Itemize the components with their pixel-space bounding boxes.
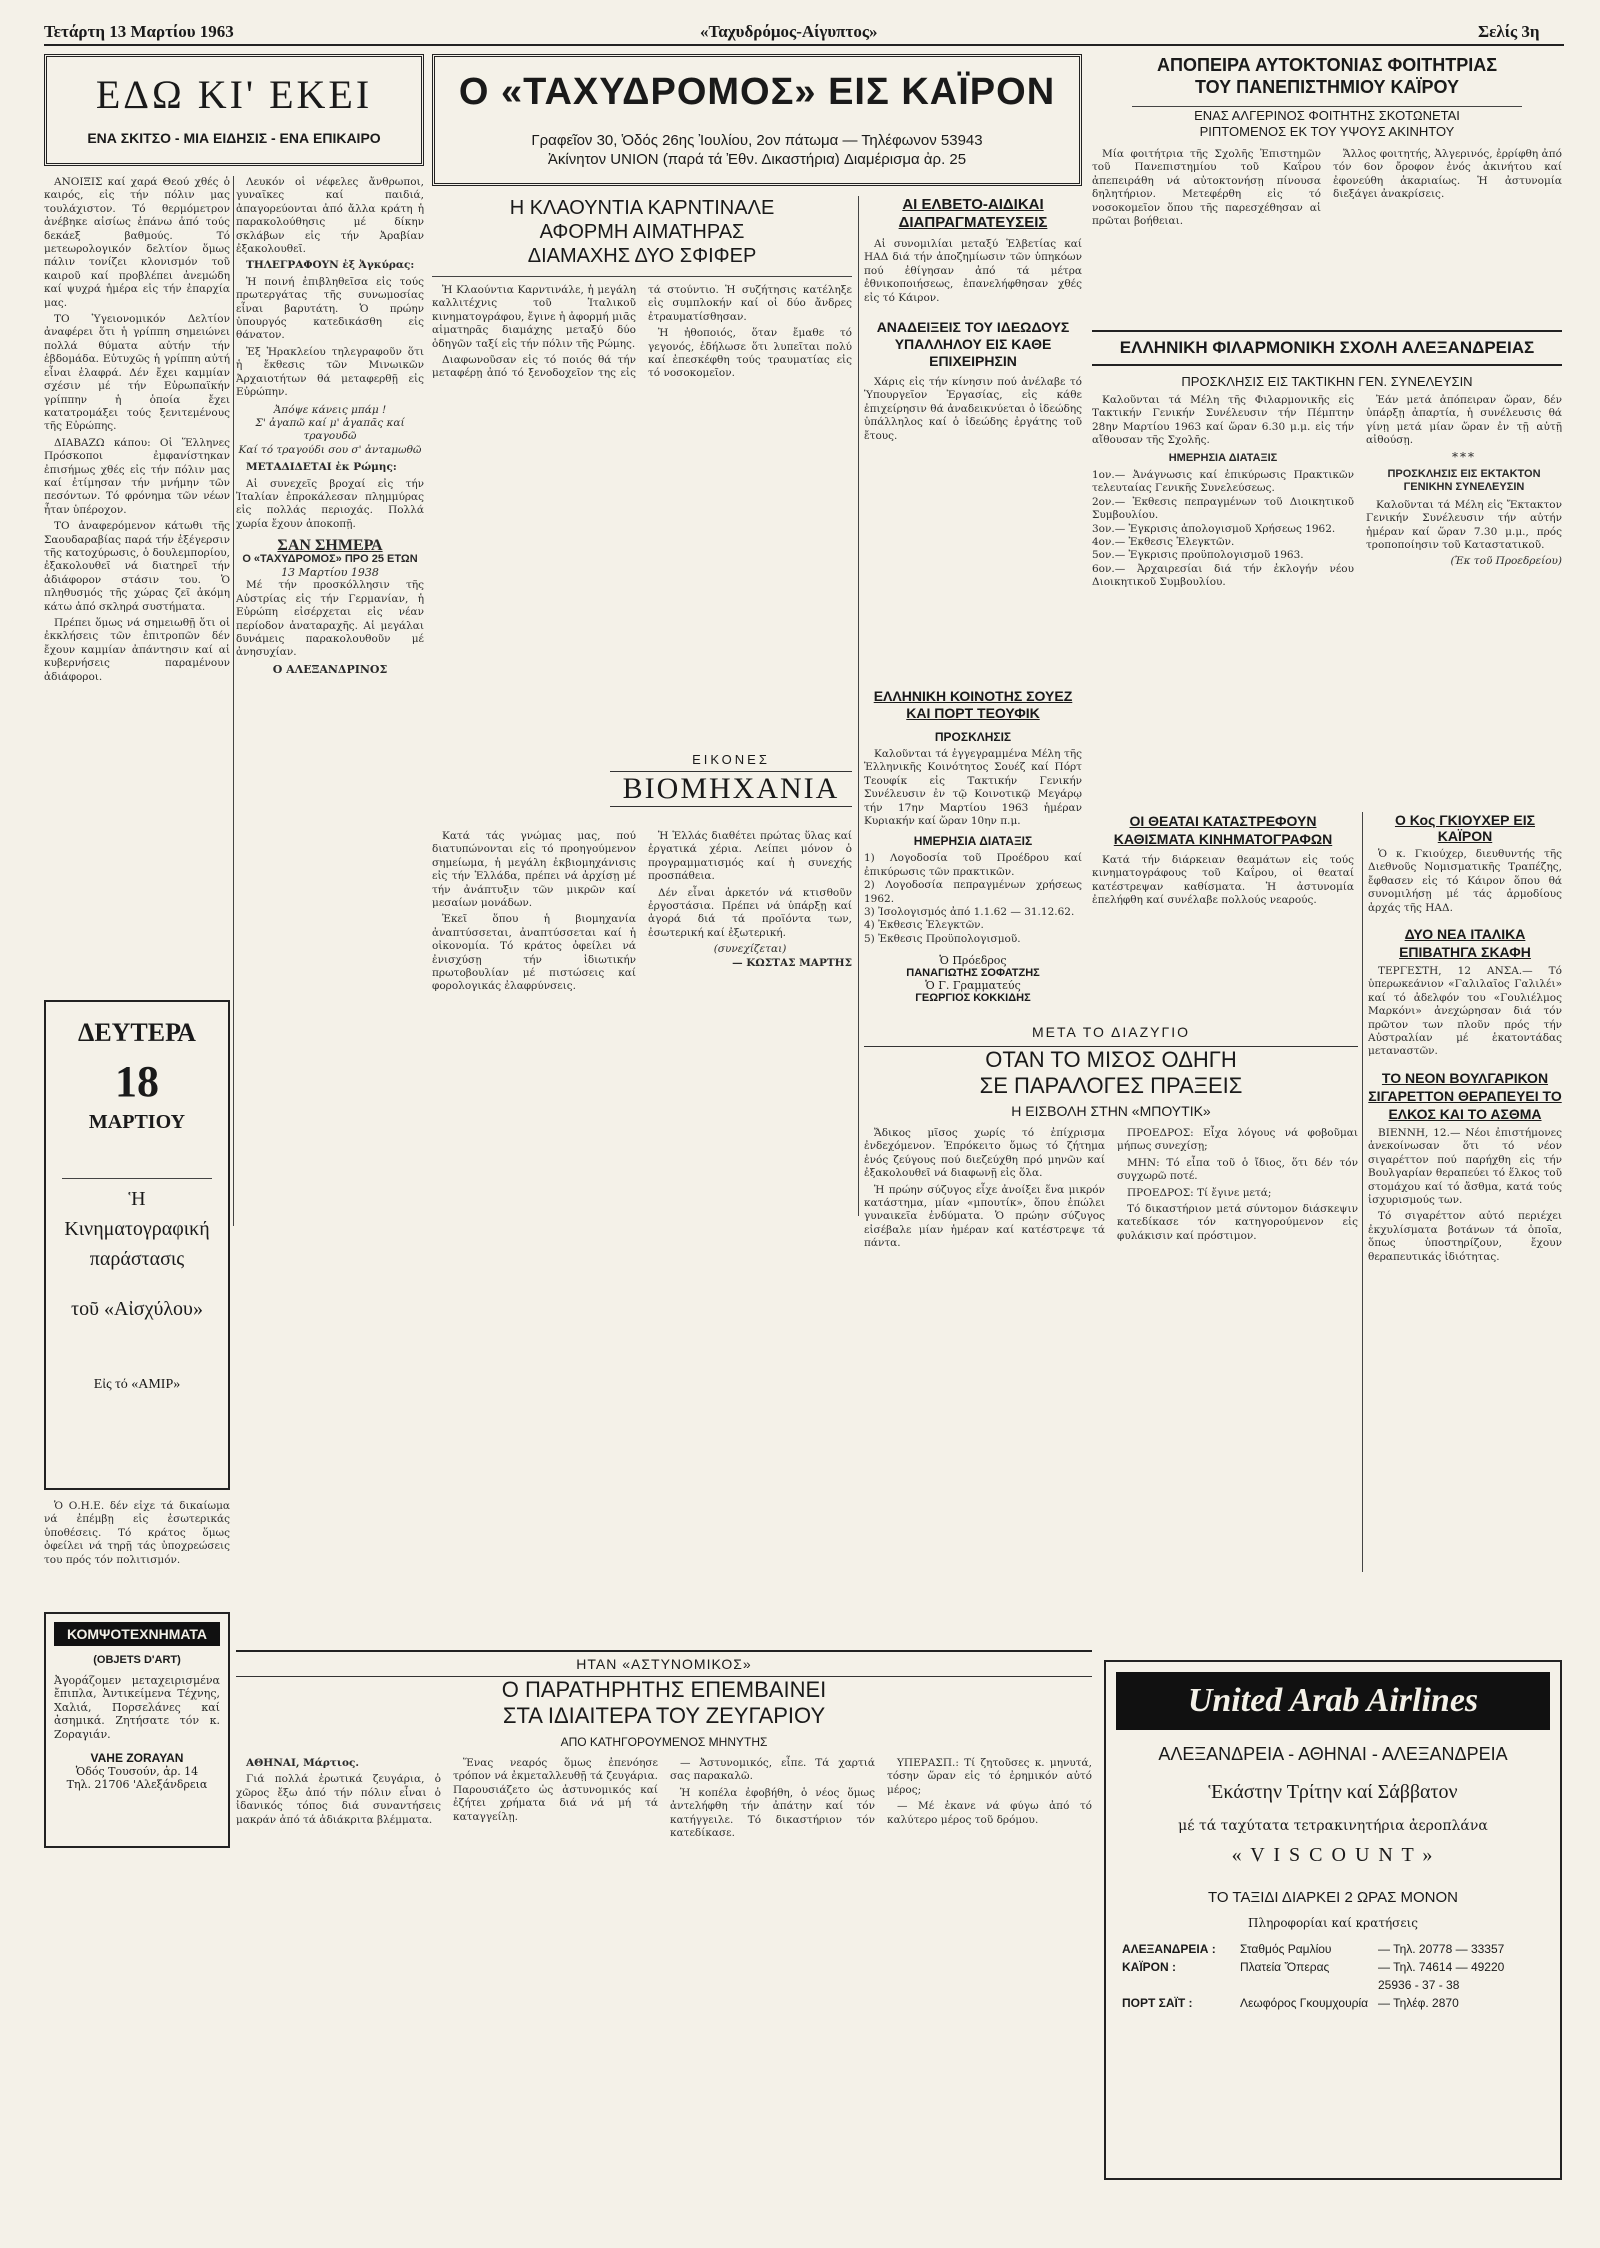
paratiritis-paragraph: Ἕνας νεαρός ὅμως ἐπενόησε τρόπον νά ἐκμεταλλευθῇ τά ζευγάρια. Παρουσιάζετο ὡς ἀστυνομικός καί ἐζήτει χρήματα διά νά μή τά καταγγείλῃ. <box>453 1757 658 1823</box>
klaudia-body <box>432 284 852 382</box>
simera-subtitle: Ο «ΤΑΧΥΔΡΟΜΟΣ» ΠΡΟ 25 ΕΤΩΝ <box>242 552 418 565</box>
eikones-label: ΕΙΚΟΝΕΣ <box>692 752 770 767</box>
filarmoniki-notice <box>1092 330 1562 800</box>
uaa-contact-row <box>1122 1940 1544 1958</box>
deftera-month: ΜΑΡΤΙΟΥ <box>88 1111 186 1133</box>
paratiritis-subtitle: ΑΠΟ ΚΑΤΗΓΟΡΟΥΜΕΝΟΣ ΜΗΝΥΤΗΣ <box>560 1735 768 1749</box>
filarmoniki-right-heading: ΠΡΟΣΚΛΗΣΙΣ ΕΙΣ ΕΚΤΑΚΤΟΝ ΓΕΝΙΚΗΝ ΣΥΝΕΛΕΥΣΙΝ <box>1387 468 1541 494</box>
edo-title-box <box>44 54 424 166</box>
filarmoniki-stars: *** <box>1452 449 1476 464</box>
diazygio-article <box>864 1024 1358 1644</box>
taxydromos-line1: Γραφεῖον 30, Ὁδός 26ης Ἰουλίου, 2ον πάτωμα — Τηλέφωνον 53943 <box>531 132 983 149</box>
uaa-brand: United Arab Airlines <box>1187 1682 1479 1719</box>
eikones-paragraph: Ἐκεῖ ὅπου ἡ βιομηχανία ἀναπτύσσεται, ἀναπτύσσεται καί ἡ οἰκονομία. Τό κράτος ὀφείλει νά ἐνισχύσῃ τήν ἰδιωτικήν πρωτοβουλίαν μέ πιστώσεις καί φορολογικάς ἐλαφρύνσεις. <box>432 913 636 993</box>
souez-body <box>864 748 1082 828</box>
theatai-paragraph: Κατά τήν διάρκειαν θεαμάτων εἰς τούς κινηματογράφους τοῦ Καΐρου, οἱ θεαταί κατέστρεψαν καθίσματα. Ἡ ἀστυνομία ἐπελήφθη καί συνέλαβε πολλούς νεαρούς. <box>1092 854 1354 907</box>
paratiritis-title <box>236 1676 1092 1729</box>
souez-secretary-name: ΓΕΩΡΓΙΟΣ ΚΟΚΚΙΔΗΣ <box>915 992 1031 1005</box>
uaa-brand-bar <box>1116 1672 1550 1730</box>
diazygio-paragraph: Ἄδικος μῖσος χωρίς τό ἐπίχρισμα ἐνδεχόμενον. Ἐπρόκειτο ὅμως τό ζήτημα ἑνός ζεύγους πού διεζεύχθη πρό μηνῶν καί ἐξακολουθεῖ νά διαφωνῇ εἰς ὅλα. <box>864 1127 1105 1180</box>
diazygio-paragraph: Τό δικαστήριον μετά σύντομον διάσκεψιν κατεδίκασε τόν κατηγορούμενον εἰς φυλάκισιν καί πρόστιμον. <box>1117 1203 1358 1242</box>
gkiouher-body <box>1368 848 1562 915</box>
kompo-address: Ὁδός Τουσούν, ἀρ. 14 <box>75 1765 199 1779</box>
right-news-column <box>1368 812 1562 1572</box>
filarmoniki-agenda-title: ΗΜΕΡΗΣΙΑ ΔΙΑΤΑΞΙΣ <box>1168 451 1278 464</box>
edo-title: ΕΔΩ ΚΙ' ΕΚΕΙ <box>95 72 373 117</box>
kompo-subtitle: (OBJETS D'ART) <box>93 1654 181 1666</box>
diazygio-paragraph: Ἡ πρώην σύζυγος εἶχε ἀνοίξει ἕνα μικρόν κατάστημα, μίαν «μπουτίκ», ὅπου ἐπώλει γυναικεῖα ἐνδύματα. Ὁ πρώην σύζυγος εἰσέβαλε μίαν ἡμέραν καί κατέστρεψε τά πάντα. <box>864 1183 1105 1250</box>
apopeira-subtitle-line: ΡΙΠΤΟΜΕΝΟΣ ΕΚ ΤΟΥ ΥΨΟΥΣ ΑΚΙΝΗΤΟΥ <box>1199 124 1455 139</box>
apopeira-article <box>1092 54 1562 324</box>
uaa-contact-row <box>1122 1994 1544 2012</box>
kompo-title: ΚΟΜΨΟΤΕΧΝΗΜΑΤΑ <box>54 1622 220 1646</box>
misc-telegram-body: Ἡ ποινή ἐπιβληθεῖσα εἰς τούς πρωτεργάτας τῆς συνωμοσίας εἶναι βαρυτάτη. Ὁ πρώην ὑπουργός κατεδικάσθη εἰς θάνατον. <box>236 275 424 342</box>
souez-title: ΕΛΛΗΝΙΚΗ ΚΟΙΝΟΤΗΣ ΣΟΥΕΖ ΚΑΙ ΠΟΡΤ ΤΕΟΥΦΙΚ <box>873 688 1073 721</box>
misc-column <box>236 176 424 1226</box>
souez-agenda-title: ΗΜΕΡΗΣΙΑ ΔΙΑΤΑΞΙΣ <box>913 834 1033 849</box>
adika-paragraph: Αἱ συνομιλίαι μεταξύ Ἑλβετίας καί ΗΑΔ διά τήν ἀποζημίωσιν τῶν ὑπηκόων πού ἐθίγησαν ἀπό τά μέτρα ἐθνικοποιήσεως, ἐπανελήφθησαν χθές εἰς τό Κάιρον. <box>864 238 1082 304</box>
uaa-phone: — Τηλέφ. 2870 <box>1378 1996 1459 2010</box>
voulgariko-title: ΤΟ ΝΕΟΝ ΒΟΥΛΓΑΡΙΚΟΝ ΣΙΓΑΡΕΤΤΟΝ ΘΕΡΑΠΕΥΕΙ ΤΟ ΕΛΚΟΣ ΚΑΙ ΤΟ ΑΣΘΜΑ <box>1368 1069 1562 1122</box>
taxydromos-title: Ο «ΤΑΧΥΔΡΟΜΟΣ» ΕΙΣ ΚΑΪΡΟΝ <box>458 71 1056 113</box>
klaudia-paragraph: Διαφωνοῦσαν εἰς τό ποιός θά τήν μεταφέρῃ ἀπό τό ξενοδοχεῖον της εἰς τά στούντιο. Ἡ συζήτησις κατέληξε εἰς συμπλοκήν καί οἱ δύο ἄνδρες ἐτραυματίσθησαν. <box>432 284 852 380</box>
filarmoniki-agenda-item: 5ον.— Ἐγκρισις προϋπολογισμοῦ 1963. <box>1092 549 1304 562</box>
souez-secretary-label: Ὁ Γ. Γραμματεύς <box>925 979 1021 993</box>
filarmoniki-agenda-item: 1ον.— Ἀνάγνωσις καί ἐπικύρωσις Πρακτικῶν τελευταίας Γενικῆς Συνελεύσεως. <box>1092 469 1354 495</box>
uaa-ad <box>1104 1660 1562 2180</box>
klaudia-title-line: ΔΙΑΜΑΧΗΣ ΔΥΟ ΣΦΙΦΕΡ <box>527 245 757 267</box>
misc-poem <box>236 404 424 458</box>
deftera-divider <box>62 1178 212 1179</box>
souez-heading: ΠΡΟΣΚΛΗΣΙΣ <box>934 730 1012 744</box>
kompo-phone: Τηλ. 21706 'Αλεξάνδρεια <box>66 1778 208 1792</box>
masthead-date: Τετάρτη 13 Μαρτίου 1963 <box>44 22 234 41</box>
uaa-phone: — Τηλ. 20778 — 33357 <box>1378 1942 1505 1956</box>
filarmoniki-agenda-item: 3ον.— Ἐγκρισις ἀπολογισμοῦ Χρήσεως 1962. <box>1092 522 1336 535</box>
edo-paragraph: ΤΟ ἀναφερόμενον κάτωθι τῆς Σαουδαραβίας παρά τήν ἐξέγερσιν τῆς κατοχύρωσις, ὁ δουλεμπορίου, ἐξακολουθεῖ νά διατηρεῖ τήν ἀδιάφορον στάσιν του. Ὁ πληθυσμός τῆς χώρας ζεῖ ἀκόμη κάτω ἀπό σκληρά συστήματα. <box>44 520 230 613</box>
klaudia-title <box>432 196 852 268</box>
edo-subtitle: ΕΝΑ ΣΚΙΤΣΟ - ΜΙΑ ΕΙΔΗΣΙΣ - ΕΝΑ ΕΠΙΚΑΙΡΟ <box>87 130 381 146</box>
deftera-number: 18 <box>115 1057 159 1106</box>
apopeira-rule <box>1132 106 1522 107</box>
uaa-duration: ΤΟ ΤΑΞΙΔΙ ΔΙΑΡΚΕΙ 2 ΩΡΑΣ ΜΟΝΟΝ <box>1207 1889 1459 1906</box>
adika-title: ΑΙ ΕΛΒΕΤΟ-ΑΙΔΙΚΑΙ ΔΙΑΠΡΑΓΜΑΤΕΥΣΕΙΣ <box>898 196 1048 231</box>
paratiritis-lead: ΑΘΗΝΑΙ, Μάρτιος. <box>246 1757 360 1769</box>
paratiritis-body <box>236 1757 1092 2227</box>
ploio-paragraph: ΤΕΡΓΕΣΤΗ, 12 ΑΝΣΑ.— Τό ὑπερωκεάνιον «Γαλιλαῖος Γαλιλέι» καί τό ἀδελφόν του «Γουλιέλμος Μαρκόνι» ἀνεχώρησαν διά τόν πρῶτον των πλοῦν πρός τήν Αὐστραλίαν μέ ἑκατοντάδας μεταναστῶν. <box>1368 965 1562 1058</box>
edo-paragraph: Πρέπει ὅμως νά σημειωθῇ ὅτι οἱ ἐκκλήσεις τῶν ἐπιτροπῶν δέν ἔχουν καμμίαν ἀπάντησιν καί αἱ κυβερνήσεις παραμένουν ἀδιάφοροι. <box>44 617 230 683</box>
souez-paragraph: Καλοῦνται τά ἐγγεγραμμένα Μέλη τῆς Ἑλληνικῆς Κοινότητος Σουέζ καί Πόρτ Τεουφίκ εἰς Τακτικήν Γενικήν Συνέλευσιν ἐν τῷ Κοινοτικῷ Μεγάρῳ τήν 17ην Μαρτίου 1963 ἡμέραν Κυριακήν καί ὥραν 10ην π.μ. <box>864 748 1082 828</box>
bottom-rule <box>236 1650 1092 1652</box>
edo-paragraph: ΤΟ Ὑγειονομικόν Δελτίον ἀναφέρει ὅτι ἡ γρίππη σημειώνει πολλά θύματα αὐτήν τήν ἑβδομάδα. Εὐτυχῶς ἡ γρίππη αὐτή εἶναι ἐλαφρά. Δέν ἔχει καμμίαν σχέσιν μέ τήν Εὐρωπαϊκήν γρίππην ἡ ὁποία ἔχει κατατρομάξει τούς ξενιτεμένους τῆς Εὐρώπης. <box>44 313 230 433</box>
theatai-article <box>1092 812 1354 1012</box>
column-divider <box>233 176 234 1226</box>
uaa-contact-table <box>1122 1940 1544 2012</box>
paratiritis-title-line: ΣΤΑ ΙΔΙΑΙΤΕΡΑ ΤΟΥ ΖΕΥΓΑΡΙΟΥ <box>502 1703 826 1728</box>
misc-rome-body: Αἱ συνεχεῖς βροχαί εἰς τήν Ἰταλίαν ἐπροκάλεσαν πλημμύρας εἰς πολλάς περιοχάς. Πολλά χωρία ἔχουν ἀποκοπῇ. <box>236 477 424 530</box>
diazygio-body <box>864 1127 1358 1251</box>
filarmoniki-agenda-item: 2ον.— Ἐκθεσις πεπραγμένων τοῦ Διοικητικοῦ Συμβουλίου. <box>1092 495 1354 522</box>
paratiritis-paragraph: — Ἀστυνομικός, εἶπε. Τά χαρτιά σας παρακαλῶ. <box>670 1757 875 1783</box>
voulgariko-paragraph: ΒΙΕΝΝΗ, 12.— Νέοι ἐπιστήμονες ἀνεκοίνωσαν ὅτι τό νέον σιγαρέττον πού παρήχθη εἰς τήν Βουλγαρίαν θεραπεύει τό ἕλκος τοῦ στομάχου καί τό ἄσθμα, κατά τούς ἰσχυρισμούς των. <box>1368 1126 1562 1206</box>
uaa-info: Πληροφορίαι καί κρατήσεις <box>1248 1916 1418 1930</box>
kompo-ad <box>44 1612 230 1848</box>
souez-agenda-item: 1) Λογοδοσία τοῦ Προέδρου καί ἐπικύρωσις τῶν πρακτικῶν. <box>864 852 1082 878</box>
diazygio-label: ΜΕΤΑ ΤΟ ΔΙΑΖΥΓΙΟ <box>1032 1024 1190 1040</box>
misc-heraklion: Ἐξ Ἡρακλείου τηλεγραφοῦν ὅτι ἡ ἔκθεσις τῶν Μινωικῶν Ἀρχαιοτήτων θά μεταφερθῇ εἰς Εὐρώπην. <box>236 345 424 399</box>
uaa-contact-row <box>1122 1976 1544 1994</box>
deftera-ad <box>44 1000 230 1490</box>
column-divider <box>1362 812 1363 1572</box>
paratiritis-paragraph: — Μέ ἐκανε νά φύγω ἀπό τό καλύτερο μέρος τοῦ δρόμου. <box>887 1800 1092 1826</box>
diazygio-paragraph: ΠΡΟΕΔΡΟΣ: Εἶχα λόγους νά φοβοῦμαι μήπως συνεχίσῃ; <box>1117 1127 1358 1153</box>
ploio-body <box>1368 965 1562 1059</box>
column-divider <box>858 196 859 1216</box>
masthead-rule <box>44 44 1564 46</box>
simera-title: ΣΑΝ ΣΗΜΕΡΑ <box>277 537 383 555</box>
souez-president-name: ΠΑΝΑΓΙΩΤΗΣ ΣΟΦΑΤΖΗΣ <box>906 967 1040 980</box>
uaa-phone-extra: 25936 - 37 - 38 <box>1378 1978 1460 1992</box>
gkiouher-paragraph: Ὁ κ. Γκιούχερ, διευθυντής τῆς Διεθνοῦς Νομισματικῆς Τραπέζης, ἔφθασεν εἰς τό Κάιρον ὅπου θά συνομιλήσῃ μέ τάς ἁρμοδίους ἀρχάς τῆς ΗΑΔ. <box>1368 848 1562 914</box>
uaa-city: ΑΛΕΞΑΝΔΡΕΙΑ : <box>1122 1942 1216 1956</box>
kompo-body: Ἀγοράζομεν μεταχειρισμένα ἔπιπλα, Ἀντικείμενα Τέχνης, Χαλιά, Πορσελάνες καί ἀσημικά. Ζητήσατε τόν κ. Ζοραγιάν. <box>54 1674 220 1741</box>
edo-bottom-paragraph: Ὁ Ο.Η.Ε. δέν εἶχε τά δικαίωμα νά ἐπέμβῃ εἰς ἐσωτερικάς ὑποθέσεις. Τό κράτος ὅμως ὀφείλει νά τηρῇ τάς ὑποχρεώσεις του πρός τόν πολιτισμόν. <box>44 1500 230 1566</box>
filarmoniki-right-paragraph: Ἐάν μετά ἀπόπειραν ὥραν, δέν ὑπάρξῃ ἀπαρτία, ἡ συνέλευσις θά γίνῃ μετά μίαν ὥραν ἐν τῇ αὐτῇ αἰθούσῃ. <box>1366 394 1562 447</box>
voulgariko-body <box>1368 1127 1562 1264</box>
simera-signature: Ο ΑΛΕΞΑΝΔΡΙΝΟΣ <box>272 662 388 676</box>
taxydromos-line2: Ἀκίνητον UNION (παρά τά Ἐθν. Δικαστήρια) Διαμέρισμα ἀρ. 25 <box>547 151 967 168</box>
souez-agenda-item: 2) Λογοδοσία πεπραγμένων χρήσεως 1962. <box>864 879 1082 905</box>
eikones-author: — ΚΩΣΤΑΣ ΜΑΡΤΗΣ <box>732 956 852 969</box>
uaa-aircraft-note: μέ τά ταχύτατα τετρακινητήρια ἀεροπλάνα <box>1178 1818 1488 1834</box>
diazygio-subtitle: Η ΕΙΣΒΟΛΗ ΣΤΗΝ «ΜΠΟΥΤΙΚ» <box>1011 1103 1211 1119</box>
diazygio-title <box>864 1046 1358 1099</box>
uaa-contact-row <box>1122 1958 1544 1976</box>
theatai-body <box>1092 854 1354 908</box>
paratiritis-paragraph: ΥΠΕΡΑΣΠ.: Τί ζητοῦσες κ. μηνυτά, τόσην ὥραν εἰς τό ἐρημικόν αὐτό μέρος; <box>887 1757 1092 1796</box>
eikones-paragraph: Κατά τάς γνώμας μας, πού διατυπώνονται εἰς τό προηγούμενον σημείωμα, ἡ μεγάλη ἐκβιομηχάνισις εἰς τήν Ἑλλάδα, πρέπει νά ἀρχίσῃ μέ τήν ἀνάπτυξιν τῶν μικρῶν καί μεσαίων μονάδων. <box>432 830 636 910</box>
deftera-line3: Εἰς τό «ΑΜΙΡ» <box>93 1377 181 1392</box>
apopeira-body <box>1092 148 1562 228</box>
paratiritis-paragraph: Ἡ κοπέλα ἐφοβήθη, ὁ νέος ὅμως ἀντελήφθη τήν ἀπάτην καί τόν κατήγγειλε. Τό δικαστήριον τόν κατεδίκασε. <box>670 1786 875 1840</box>
misc-paragraph: Λευκόν οἱ νέφελες ἄνθρωποι, γυναῖκες καί παιδιά, ἀπαγορεύονται ἀπό ἄλλα κράτη ἡ παρακολούθησις μέ δίκην σκλάβων εἰς τήν Ἀραβίαν ἐξακολουθεῖ. <box>236 176 424 256</box>
souez-president-label: Ὁ Πρόεδρος <box>939 954 1007 968</box>
apopeira-subtitle <box>1092 108 1562 140</box>
misc-rome-head: ΜΕΤΑΔΙΔΕΤΑΙ ἐκ Ρώμης: <box>246 461 397 474</box>
paratiritis-paragraph: Γιά πολλά ἐρωτικά ζευγάρια, ὁ χῶρος ἔξω ἀπό τήν πόλιν εἶναι ὁ ἰδανικός τόπος διά συναντήσεις μακράν ἀπό τά ἀδιάκριτα βλέμματα. <box>236 1773 441 1826</box>
edo-paragraph: ΑΝΟΙΞΙΣ καί χαρά Θεού χθές ὁ καιρός, εἰς τήν πόλιν μας τουλάχιστον. Τό θερμόμετρον ἀνέβηκε αἰσίως ἐπάνω ἀπό τούς δεκάεξ βαθμούς. Τό μετεωρολογικόν δελτίον ὅμως πάλιν τονίζει κλονισμόν τοῦ καιροῦ καί προβλέπει ἀνεμώδη καί ψυχρά ἡμέρα εἰς τήν ἐπαρχία μας. <box>44 176 230 309</box>
paratiritis-title-line: Ο ΠΑΡΑΤΗΡΗΤΗΣ ΕΠΕΜΒΑΙΝΕΙ <box>501 1677 827 1702</box>
filarmoniki-right-paragraph: Καλοῦνται τά Μέλη εἰς Ἔκτακτον Γενικήν Συνέλευσιν τήν αὐτήν ἡμέραν καί ὥραν 7.30 μ.μ., πρός τροποποίησιν τοῦ Καταστατικοῦ. <box>1366 498 1562 552</box>
ploio-title: ΔΥΟ ΝΕΑ ΙΤΑΛΙΚΑ ΕΠΙΒΑΤΗΓΑ ΣΚΑΦΗ <box>1399 926 1531 961</box>
souez-agenda-item: 3) Ἰσολογισμός ἀπό 1.1.62 — 31.12.62. <box>864 906 1075 919</box>
souez-agenda-item: 4) Ἐκθεσις Ἐλεγκτῶν. <box>864 919 984 932</box>
uaa-place: Λεωφόρος Γκουμχουρία <box>1240 1996 1369 2010</box>
adika-body <box>864 238 1082 305</box>
apopeira-title <box>1092 54 1562 98</box>
poem-line: Ἀπόψε κάνεις μπάμ ! <box>273 403 387 416</box>
adika-article <box>864 196 1082 536</box>
apopeira-subtitle-line: ΕΝΑΣ ΑΛΓΕΡΙΝΟΣ ΦΟΙΤΗΤΗΣ ΣΚΟΤΩΝΕΤΑΙ <box>1194 108 1460 123</box>
anakseis-paragraph: Χάρις εἰς τήν κίνησιν πού ἀνέλαβε τό Ὑπουργεῖον Ἐργασίας, εἰς κάθε ἐπιχείρησιν θά ἀναδεικνύεται ὁ ἰδεώδης ὑπάλληλος καί ὁ ἰδεώδης ἐργάτης τοῦ ἔτους. <box>864 376 1082 442</box>
simera-body: Μέ τήν προσκόλλησιν τῆς Αὐστρίας εἰς τήν Γερμανίαν, ἡ Εὐρώπη εἰσέρχεται εἰς νέαν περίοδον ἀναταραχῆς. Αἱ μεγάλαι δυνάμεις παρακολουθοῦν μέ ἀνησυχίαν. <box>236 579 424 659</box>
diazygio-title-line: ΣΕ ΠΑΡΑΛΟΓΕΣ ΠΡΑΞΕΙΣ <box>979 1073 1243 1098</box>
eikones-body <box>432 830 852 1220</box>
uaa-plane: « V I S C O U N T » <box>1231 1844 1435 1866</box>
deftera-line1: Ἡ Κινηματογραφική παράστασις <box>64 1188 210 1270</box>
souez-agenda <box>864 852 1082 946</box>
filarmoniki-signature: (Ἐκ τοῦ Προεδρείου) <box>1450 555 1562 568</box>
theatai-title: ΟΙ ΘΕΑΤΑΙ ΚΑΤΑΣΤΡΕΦΟΥΝ ΚΑΘΙΣΜΑΤΑ ΚΙΝΗΜΑΤΟΓΡΑΦΩΝ <box>1113 813 1333 847</box>
klaudia-article <box>432 196 852 744</box>
filarmoniki-title: ΕΛΛΗΝΙΚΗ ΦΙΛΑΡΜΟΝΙΚΗ ΣΧΟΛΗ ΑΛΕΞΑΝΔΡΕΙΑΣ <box>1092 330 1562 366</box>
poem-line: Σ' ἀγαπῶ καί μ' ἀγαπᾶς καί τραγουδῶ <box>255 416 405 443</box>
uaa-phone: — Τηλ. 74614 — 49220 <box>1378 1960 1505 1974</box>
eikones-continued: (συνεχίζεται) <box>713 943 787 956</box>
anakseis-title: ΑΝΑΔΕΙΞΕΙΣ ΤΟΥ ΙΔΕΩΔΟΥΣ ΥΠΑΛΛΗΛΟΥ ΕΙΣ ΚΑΘΕ ΕΠΙΧΕΙΡΗΣΙΝ <box>876 319 1070 370</box>
eikones-paragraph: Δέν εἶναι ἀρκετόν νά κτισθοῦν ἐργοστάσια. Πρέπει νά ὑπάρξῃ καί ἀγορά διά τά προϊόντα των, ἐσωτερική καί ἐξωτερική. <box>648 886 852 939</box>
filarmoniki-right <box>1366 394 1562 569</box>
apopeira-paragraph: Ἄλλος φοιτητής, Ἀλγερινός, ἐρρίφθη ἀπό τόν 6ον ὄροφον ἑνός ἀκινήτου καί ἐφονεύθη ἀκαριαίως. Ἡ ἀστυνομία διεξάγει ἀνακρίσεις. <box>1333 148 1562 201</box>
eikones-paragraph: Ἡ Ἑλλάς διαθέτει πρώτας ὕλας καί ἐργατικά χέρια. Λείπει μόνον ὁ προγραμματισμός καί ἡ συνεχής προσπάθεια. <box>648 830 852 883</box>
filarmoniki-paragraph: Καλοῦνται τά Μέλη τῆς Φιλαρμονικῆς εἰς Τακτικήν Γενικήν Συνέλευσιν τήν Πέμπτην 28ην Μαρτίου 1963 καί ὥραν 6.30 μ.μ. εἰς τήν αἴθουσαν τῆς Σχολῆς. <box>1092 394 1354 447</box>
diazygio-paragraph: ΜΗΝ: Τό εἶπα τοῦ ὁ ἴδιος, ὅτι δέν τόν συγχωρῶ ποτέ. <box>1117 1156 1358 1183</box>
filarmoniki-agenda-item: 6ον.— Ἀρχαιρεσίαι διά τήν ἐκλογήν νέου Διοικητικοῦ Συμβουλίου. <box>1092 562 1354 589</box>
klaudia-paragraph: Ἡ ἠθοποιός, ὅταν ἔμαθε τό γεγονός, ἐδήλωσε ὅτι λυπεῖται πολύ καί ἐπεσκέφθη τούς τραυματίας εἰς τό νοσοκομεῖον. <box>648 327 852 380</box>
klaudia-rule <box>432 276 852 277</box>
taxydromos-banner <box>432 54 1082 186</box>
deftera-day: ΔΕΥΤΕΡΑ <box>78 1018 196 1047</box>
uaa-days: Ἑκάστην Τρίτην καί Σάββατον <box>1208 1781 1458 1803</box>
eikones-title: ΒΙΟΜΗΧΑΝΙΑ <box>610 771 852 807</box>
klaudia-paragraph: Ἡ Κλαούντια Καρντινάλε, ἡ μεγάλη καλλιτέχνις τοῦ Ἰταλικοῦ κινηματογράφου, ἔγινε ἡ ἀφορμή μιᾶς αἱματηρᾶς διαμάχης μεταξύ δύο ὁδηγῶν ταξί εἰς τήν πόλιν τῆς Ρώμης. <box>432 284 636 350</box>
deftera-line2: τοῦ «Αἰσχύλου» <box>71 1298 203 1320</box>
voulgariko-paragraph: Τό σιγαρέττον αὐτό περιέχει ἐκχυλίσματα βοτάνων τά ὁποῖα, ὅπως ὑποστηρίζουν, ἔχουν θεραπευτικάς ἰδιότητας. <box>1368 1210 1562 1263</box>
poem-line: Καί τό τραγούδι σου σ' ἀνταμωθῶ <box>238 443 422 456</box>
masthead-paper: «Ταχυδρόμος-Αίγυπτος» <box>700 22 878 41</box>
apopeira-paragraph: Μία φοιτήτρια τῆς Σχολῆς Ἐπιστημῶν τοῦ Πανεπιστημίου τοῦ Καΐρου ἀπεπειράθη νά αὐτοκτονήσῃ πίνουσα δηλητήριον. Μετεφέρθη εἰς τό νοσοκομεῖον ὅπου τῆς παρεσχέθησαν αἱ πρῶται βοήθειαι. <box>1092 148 1321 228</box>
klaudia-title-line: ΑΦΟΡΜΗ ΑΙΜΑΤΗΡΑΣ <box>539 221 745 243</box>
diazygio-paragraph: ΠΡΟΕΔΡΟΣ: Τί ἔγινε μετά; <box>1127 1186 1272 1199</box>
paratiritis-article <box>236 1656 1092 2236</box>
souez-agenda-item: 5) Ἐκθεσις Προϋπολογισμοῦ. <box>864 932 1021 945</box>
filarmoniki-agenda-item: 4ον.— Ἐκθεσις Ἐλεγκτῶν. <box>1092 536 1235 549</box>
apopeira-title-line: ΤΟΥ ΠΑΝΕΠΙΣΤΗΜΙΟΥ ΚΑΪΡΟΥ <box>1195 77 1459 97</box>
filarmoniki-left <box>1092 394 1354 590</box>
uaa-spacer <box>1122 1976 1370 1994</box>
simera-date: 13 Μαρτίου 1938 <box>281 565 379 579</box>
uaa-city: ΠΟΡΤ ΣΑΪΤ : <box>1122 1996 1193 2010</box>
gkiouher-title: Ο Κος ΓΚΙΟΥΧΕΡ ΕΙΣ ΚΑΪΡΟΝ <box>1394 812 1536 844</box>
filarmoniki-heading: ΠΡΟΣΚΛΗΣΙΣ ΕΙΣ ΤΑΚΤΙΚΗΝ ΓΕΝ. ΣΥΝΕΛΕΥΣΙΝ <box>1181 374 1473 389</box>
paratiritis-label: ΗΤΑΝ «ΑΣΤΥΝΟΜΙΚΟΣ» <box>576 1656 752 1672</box>
apopeira-title-line: ΑΠΟΠΕΙΡΑ ΑΥΤΟΚΤΟΝΙΑΣ ΦΟΙΤΗΤΡΙΑΣ <box>1156 55 1498 75</box>
eikones-header <box>610 752 852 822</box>
misc-telegram-head: ΤΗΛΕΓΡΑΦΟΥΝ ἐξ Ἀγκύρας: <box>246 259 415 272</box>
klaudia-title-line: Η ΚΛΑΟΥΝΤΙΑ ΚΑΡΝΤΙΝΑΛΕ <box>509 197 775 219</box>
diazygio-title-line: ΟΤΑΝ ΤΟ ΜΙΣΟΣ ΟΔΗΓΗ <box>985 1047 1237 1072</box>
uaa-route: ΑΛΕΞΑΝΔΡΕΙΑ - ΑΘΗΝΑΙ - ΑΛΕΞΑΝΔΡΕΙΑ <box>1158 1744 1508 1764</box>
uaa-place: Σταθμός Ραμλίου <box>1240 1942 1332 1956</box>
masthead-page: Σελίς 3η <box>1478 22 1540 41</box>
anakseis-body <box>864 376 1082 443</box>
edo-column-left <box>44 176 230 994</box>
edo-paragraph: ΔΙΑΒΑΖΩ κάπου: Οἱ Ἕλληνες Πρόσκοποι ἐμφανίστηκαν ἐπισήμως χθές εἰς τήν πόλιν μας καί ἐτίμησαν τήν μνήμην τῶν πεσόντων. Τό φρόνημα τῶν νέων ἦταν ὑπέροχον. <box>44 436 230 516</box>
edo-bottom-text <box>44 1500 230 1608</box>
uaa-place: Πλατεία Ὄπερας <box>1240 1960 1330 1974</box>
kompo-name: VAHE ZORAYAN <box>90 1751 184 1766</box>
uaa-city: ΚΑΪΡΟΝ : <box>1122 1960 1176 1974</box>
